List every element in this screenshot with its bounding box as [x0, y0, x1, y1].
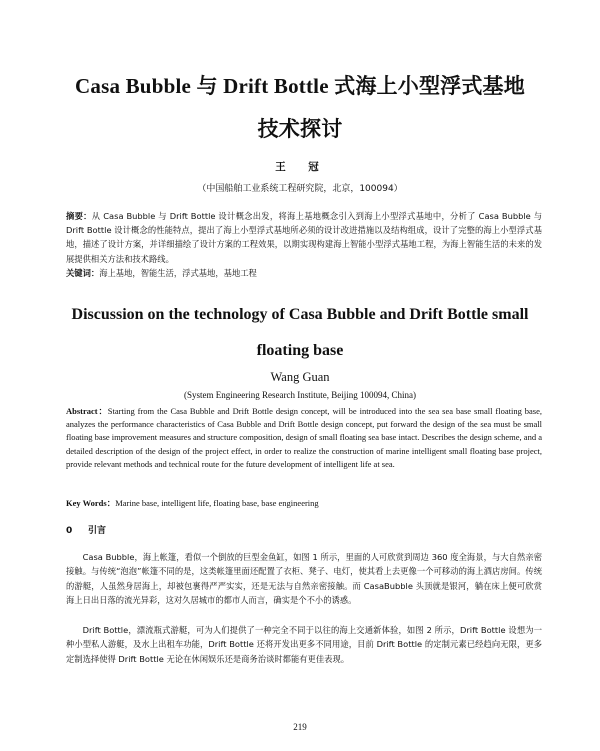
author-en: Wang Guan — [270, 370, 330, 384]
title-cn-line1: Casa Bubble 与 Drift Bottle 式海上小型浮式基地 — [75, 74, 525, 98]
keywords-en-text: Marine base, intelligent life, floating base, base engineering — [115, 498, 319, 508]
title-cn-line2: 技术探讨 — [257, 117, 343, 141]
section-title: 引言 — [88, 526, 107, 536]
keywords-en-label: Key Words： — [66, 498, 116, 508]
title-en-line2: floating base — [256, 342, 344, 359]
keywords-en — [66, 497, 542, 510]
abstract-cn-label: 摘要： — [66, 211, 92, 221]
title-en-line1: Discussion on the technology of Casa Bubble and Drift Bottle small — [71, 306, 529, 323]
body-paragraph: Drift Bottle，漂流瓶式游艇，可为人们提供了一种完全不同于以往的海上交通新体验，如图 2 所示，Drift Bottle 设想为一种小型私人游艇，及水上出租车功能，Drift Bottle 还将开发出更多不同用途，目前 Drift Bottle 的定制元素已经趋向无限，更多定制选择使得 Drift Bottle 无论在休闲娱乐还是商务治谈时都能有更佳表现。 — [66, 625, 542, 664]
keywords-cn — [66, 266, 542, 280]
keywords-cn-label: 关键词： — [66, 268, 100, 278]
abstract-cn-text: 从 Casa Bubble 与 Drift Bottle 设计概念出发，将海上基地概念引入到海上小型浮式基地中，分析了 Casa Bubble 与 Drift Bottle 设计概念的性能特点，提出了海上小型浮式基地所必须的设计改进措施以及结构组成，设计了完整的海上小型浮式基地，描述了设计方案，并详细描绘了设计方案的工程效果，以期实现构建海上智能小型浮式基地工程，为海上智能生活的未来的发展提供相关方法和技术路线。 — [66, 211, 542, 264]
section-heading — [66, 523, 106, 536]
abstract-en-label: Abstract： — [66, 406, 108, 416]
abstract-en — [66, 405, 542, 471]
keywords-cn-text: 海上基地，智能生活，浮式基地，基地工程 — [99, 268, 257, 278]
body-paragraph: Casa Bubble，海上帐篷，看似一个倒放的巨型金鱼缸，如图 1 所示，里面的人可欣赏到周边 360 度全海景，与大自然亲密接触。与传统“泡泡”帐篷不同的是，这类帐篷里面还配置了衣柜、凳子、电灯，使其看上去更像一个可移动的海上酒店房间。传统的游艇，人虽然身居海上，却被包裹得严严实实，还是无法与自然亲密接触。而 CasaBubble 头顶就是银河，躺在床上便可欣赏海上日出日落的流光异彩，这对久居城市的都市人而言，确实是个不小的诱惑。 — [66, 552, 542, 606]
page-number: 219 — [293, 722, 307, 732]
author-cn: 王 冠 — [275, 161, 325, 173]
abstract-en-text: Starting from the Casa Bubble and Drift Bottle design concept, will be introduced into the sea sea base small floating base, analyzes the performance characteristics of Casa Bubble and Drift Bottle design concept, put forward the design of the sea must be small floating base improvement measures and structure composition, design of small floating sea base intact. Describes the design scheme, and a detailed description of the design of the project effect, in order to realize the construction of marine intelligent small floating base project, provide relevant methods and technical route for the future development of intelligent life at sea. — [66, 406, 542, 469]
section-number: 0 — [66, 526, 73, 536]
affiliation-en: (System Engineering Research Institute, Beijing 100094, China) — [184, 390, 416, 400]
affiliation-cn: （中国船舶工业系统工程研究院，北京，100094） — [197, 184, 403, 194]
abstract-cn — [66, 209, 542, 266]
